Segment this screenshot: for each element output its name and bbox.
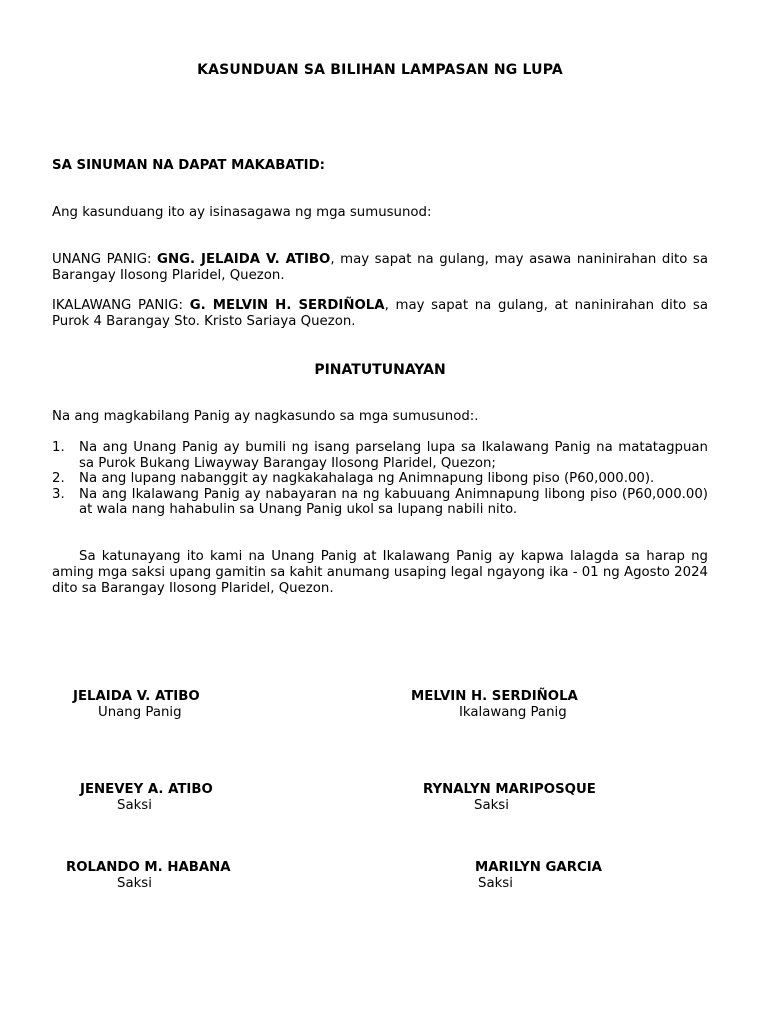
- list-item: [52, 471, 708, 487]
- witness-1-role: Saksi: [117, 798, 152, 813]
- first-party-name: GNG. JELAIDA V. ATIBO: [157, 252, 331, 267]
- list-item: [52, 440, 708, 471]
- first-party-details: , may sapat na gulang, may asawa naninirahan dito sa Barangay Ilosong Plaridel, Quezon.: [52, 252, 708, 283]
- witness-4-name: MARILYN GARCIA: [475, 860, 602, 875]
- witness-2-role: Saksi: [474, 798, 509, 813]
- witness-2-name: RYNALYN MARIPOSQUE: [423, 782, 596, 797]
- clause-text: Na ang Unang Panig ay bumili ng isang parselang lupa sa Ikalawang Panig na matatagpuan sa Purok Bukang Liwayway Barangay Ilosong Plaridel, Quezon;: [79, 440, 708, 471]
- salutation: SA SINUMAN NA DAPAT MAKABATID:: [52, 158, 325, 173]
- second-party-signatory-name: MELVIN H. SERDIÑOLA: [411, 689, 578, 704]
- agreement-intro: Na ang magkabilang Panig ay nagkasundo sa mga sumusunod:.: [52, 409, 479, 424]
- clause-number: 1.: [52, 440, 65, 455]
- clause-number: 2.: [52, 471, 65, 486]
- second-party-signatory-role: Ikalawang Panig: [459, 705, 567, 720]
- clause-number: 3.: [52, 486, 65, 502]
- witness-3-name: ROLANDO M. HABANA: [66, 860, 231, 875]
- list-item: [52, 487, 708, 518]
- second-party-label: IKALAWANG PANIG:: [52, 298, 190, 313]
- first-party-signatory-role: Unang Panig: [98, 705, 182, 720]
- clause-text: Na ang Ikalawang Panig ay nabayaran na ng kabuuang Animnapung libong piso (P60,000.00) at wala nang hahabulin sa Unang Panig ukol sa lupang nabili nito.: [79, 486, 708, 517]
- second-party-details: , may sapat na gulang, at naninirahan dito sa Purok 4 Barangay Sto. Kristo Sariaya Quezon.: [52, 298, 708, 329]
- first-party-label: UNANG PANIG:: [52, 252, 158, 267]
- witness-3-role: Saksi: [117, 876, 152, 891]
- clause-list: [52, 440, 708, 518]
- section-heading: PINATUTUNAYAN: [314, 362, 446, 378]
- document-title: KASUNDUAN SA BILIHAN LAMPASAN NG LUPA: [197, 62, 563, 78]
- intro-text: Ang kasunduang ito ay isinasagawa ng mga sumusunod:: [52, 205, 432, 220]
- first-party-signatory-name: JELAIDA V. ATIBO: [73, 689, 200, 704]
- first-party-paragraph: [52, 252, 708, 284]
- clause-text: Na ang lupang nabanggit ay nagkakahalaga ng Animnapung libong piso (P60,000.00).: [79, 471, 655, 486]
- closing-paragraph: Sa katunayang ito kami na Unang Panig at Ikalawang Panig ay kapwa lalagda sa harap ng aming mga saksi upang gamitin sa kahit anumang usaping legal ngayong ika - 01 ng Agosto 2024 dito sa Barangay Ilosong Plaridel, Quezon.: [52, 549, 708, 596]
- witness-1-name: JENEVEY A. ATIBO: [80, 782, 213, 797]
- witness-4-role: Saksi: [478, 876, 513, 891]
- second-party-paragraph: [52, 298, 708, 330]
- second-party-name: G. MELVIN H. SERDIÑOLA: [189, 298, 385, 313]
